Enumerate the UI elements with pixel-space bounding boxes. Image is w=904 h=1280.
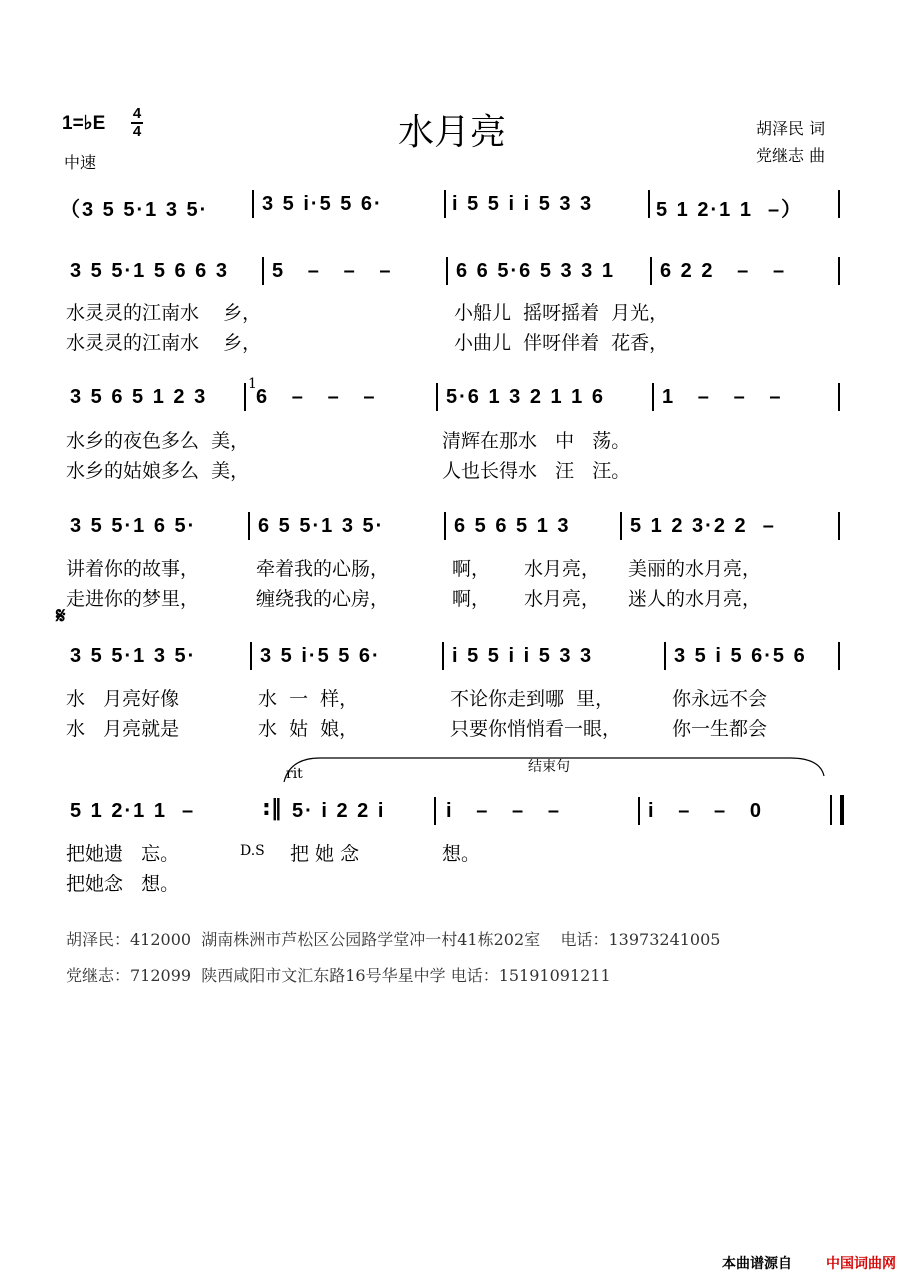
notes-r1-m3: i 5 5 i i 5 3 3 <box>452 193 594 215</box>
notes-r6-m3: i – – – <box>446 800 561 822</box>
barline <box>638 797 640 825</box>
lyric-v2: 水 姑 娘， <box>258 718 359 740</box>
barline <box>446 257 448 285</box>
barline <box>436 383 438 411</box>
notes-r2-m2: 5 – – – <box>272 260 393 282</box>
lyric-v1: 你永远不会 <box>672 688 768 710</box>
barline <box>248 512 250 540</box>
rit-marking: rit <box>286 766 303 782</box>
barline <box>444 190 446 218</box>
lyric-v2: 只要你悄悄看一眼， <box>450 718 622 740</box>
barline <box>252 190 254 218</box>
lyric-v2: 啊， <box>452 588 491 610</box>
lyric-v1: 水灵灵的江南水 乡， <box>66 302 262 324</box>
lyric-v1: 牵着我的心肠， <box>256 558 390 580</box>
lyric-v1: 想。 <box>442 843 481 865</box>
notes-r4-m3: 6 5 6 5 1 3 <box>454 515 571 537</box>
lyric-v2: 水月亮， <box>524 588 601 610</box>
notes-r5-m2: 3 5 i·5 5 6· <box>260 645 381 667</box>
barline <box>838 383 840 411</box>
lyric-v1: 美丽的水月亮， <box>628 558 762 580</box>
notes-r4-m4: 5 1 2 3·2 2 – <box>630 515 776 537</box>
lyricist-credit: 胡泽民 词 <box>756 119 826 138</box>
barline <box>838 512 840 540</box>
watermark-source: 本曲谱源自 <box>722 1256 792 1272</box>
final-barline <box>830 795 844 825</box>
notes-r2-m3: 6 6 5·6 5 3 3 1 <box>456 260 615 282</box>
ds-marking: D.S <box>240 843 265 859</box>
lyric-v2: 迷人的水月亮， <box>628 588 762 610</box>
barline <box>262 257 264 285</box>
time-top: 4 <box>132 105 142 122</box>
lyric-v2: 人也长得水 汪 汪。 <box>442 460 631 482</box>
barline <box>664 642 666 670</box>
barline <box>244 383 246 411</box>
lyric-v1: 把 她 念 <box>290 843 360 865</box>
barline <box>838 642 840 670</box>
barline <box>648 190 650 218</box>
notes-r6-m2: 5· i 2 2 i <box>292 800 386 822</box>
barline <box>838 190 840 218</box>
lyricist-contact: 胡泽民：412000 湖南株洲市芦松区公园路学堂冲一村41栋202室 电话：13973241005 <box>66 930 721 949</box>
lyric-v2: 水乡的姑娘多么 美， <box>66 460 250 482</box>
ending-label: 结束句 <box>528 759 570 775</box>
song-title: 水月亮 <box>397 112 506 153</box>
barline <box>442 642 444 670</box>
lyric-v2: 水灵灵的江南水 乡， <box>66 332 262 354</box>
notes-r5-m1: 3 5 5·1 3 5· <box>70 645 197 667</box>
lyric-v2: 水 月亮就是 <box>66 718 180 740</box>
lyric-v2: 你一生都会 <box>672 718 768 740</box>
lyric-v1: 啊， <box>452 558 491 580</box>
barline <box>652 383 654 411</box>
barline <box>434 797 436 825</box>
lyric-v1: 水 一 样， <box>258 688 359 710</box>
notes-r3-m1: 3 5 6 5 1 2 3 <box>70 386 208 408</box>
notes-r4-m2: 6 5 5·1 3 5· <box>258 515 385 537</box>
notes-r3-m4: 1 – – – <box>662 386 783 408</box>
time-bottom: 4 <box>132 123 142 140</box>
lyric-v1: 小船儿 摇呀摇着 月光， <box>454 302 669 324</box>
lyric-v1: 水 月亮好像 <box>66 688 180 710</box>
notes-r3-m2: 6 – – – <box>256 386 377 408</box>
notes-r5-m3: i 5 5 i i 5 3 3 <box>452 645 594 667</box>
barline <box>444 512 446 540</box>
notes-r5-m4: 3 5 i 5 6·5 6 <box>674 645 807 667</box>
barline <box>838 257 840 285</box>
lyric-v2: 把她念 想。 <box>66 873 180 895</box>
composer-contact: 党继志：712099 陕西咸阳市文汇东路16号华星中学 电话：15191091211 <box>66 966 611 985</box>
tempo-marking: 中速 <box>64 153 97 172</box>
lyric-v1: 清辉在那水 中 荡。 <box>442 430 631 452</box>
notes-r2-m1: 3 5 5·1 5 6 6 3 <box>70 260 229 282</box>
lyric-v2: 走进你的梦里， <box>66 588 200 610</box>
segno-icon: 𝄋 <box>56 604 66 629</box>
notes-r2-m4: 6 2 2 – – <box>660 260 787 282</box>
key-signature: 1=♭E <box>62 113 106 134</box>
barline <box>650 257 652 285</box>
lyric-v2: 小曲儿 伴呀伴着 花香， <box>454 332 669 354</box>
barline <box>620 512 622 540</box>
notes-r4-m1: 3 5 5·1 6 5· <box>70 515 197 537</box>
lyric-v1: 讲着你的故事， <box>66 558 200 580</box>
volta-one: 1 <box>248 376 257 392</box>
notes-r6-m1: 5 1 2·1 1 – <box>70 800 196 822</box>
lyric-v1: 水月亮， <box>524 558 601 580</box>
composer-credit: 党继志 曲 <box>756 146 826 165</box>
repeat-end-icon: :‖ <box>262 796 282 821</box>
barline <box>250 642 252 670</box>
lyric-v1: 水乡的夜色多么 美， <box>66 430 250 452</box>
notes-r3-m3: 5·6 1 3 2 1 1 6 <box>446 386 605 408</box>
notes-r1-m4: 5 1 2·1 1 –） <box>656 199 804 221</box>
lyric-v1: 把她遗 忘。 <box>66 843 180 865</box>
watermark-site-link[interactable]: 中国词曲网 <box>826 1256 896 1272</box>
notes-r1-m1: （3 5 5·1 3 5· <box>60 199 209 221</box>
notes-r1-m2: 3 5 i·5 5 6· <box>262 193 383 215</box>
lyric-v2: 缠绕我的心房， <box>256 588 390 610</box>
lyric-v1: 不论你走到哪 里， <box>450 688 615 710</box>
notes-r6-m4: i – – 0 <box>648 800 763 822</box>
